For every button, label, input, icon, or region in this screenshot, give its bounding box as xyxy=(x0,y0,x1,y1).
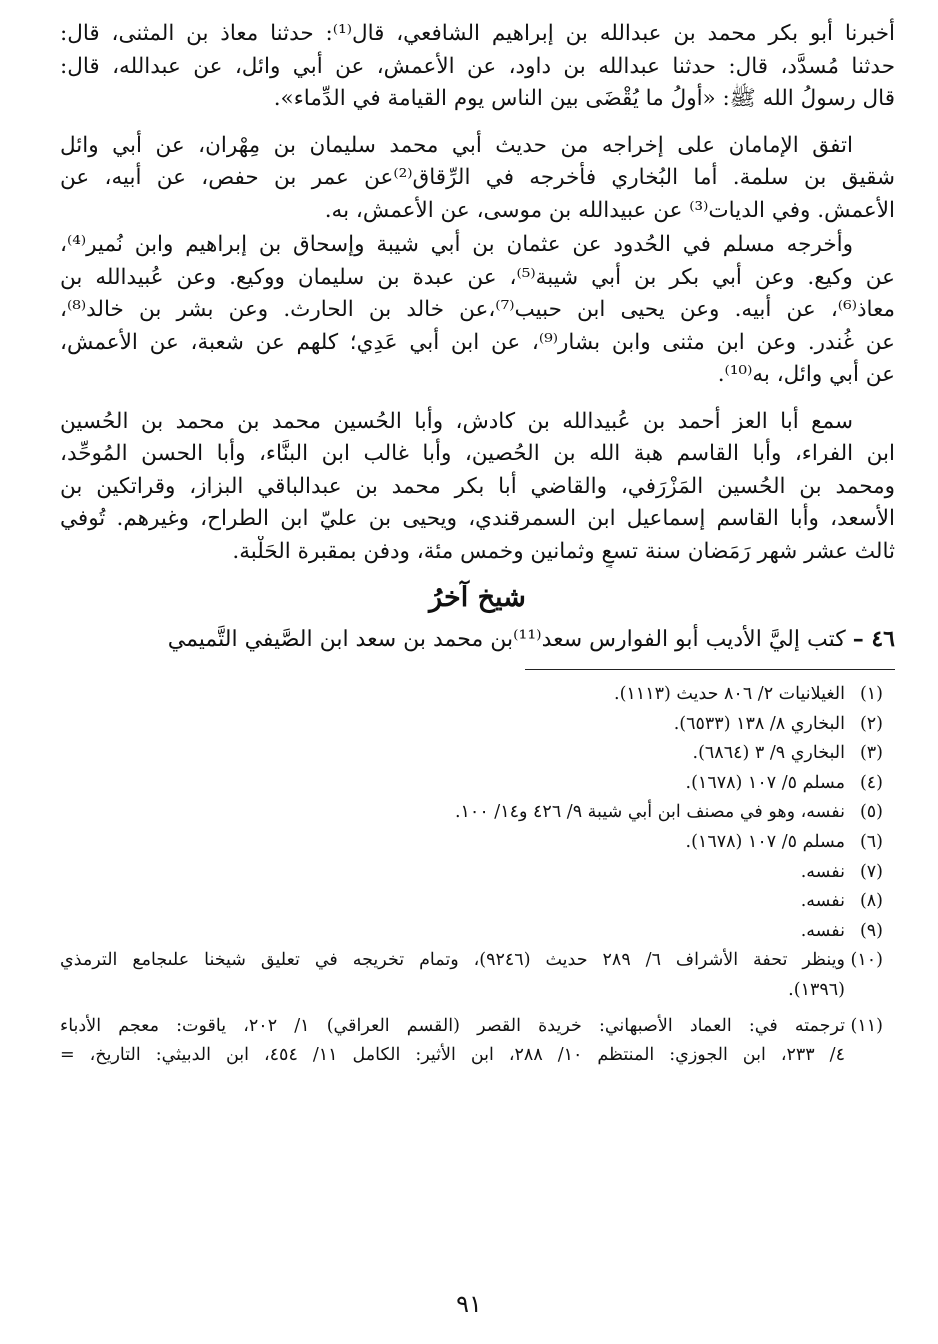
footnote-text: مسلم ٥/ ١٠٧ (١٦٧٨). xyxy=(685,831,845,852)
footnote-text: نفسه، وهو في مصنف ابن أبي شيبة ٩/ ٤٢٦ و١٤/ ١٠٠. xyxy=(454,802,845,823)
footnote-text: البخاري ٨/ ١٣٨ (٦٥٣٣). xyxy=(673,713,845,734)
text-line: شقيق بن سلمة. أما البُخاري فأخرجه في الرِّقاق⁽²⁾عن عمر بن حفص، عن أبيه، عن xyxy=(60,165,895,190)
text-line: وأخرجه مسلم في الحُدود عن عثمان بن أبي شيبة وإسحاق بن إبراهيم وابن نُمير⁽⁴⁾، xyxy=(60,232,853,257)
footnote xyxy=(60,680,895,710)
text-line: الأعمش. وفي الديات⁽³⁾ عن عبيدالله بن موسى، عن الأعمش، به. xyxy=(324,197,895,223)
text-line: أخبرنا أبو بكر محمد بن عبدالله بن إبراهيم الشافعي، قال⁽¹⁾: حدثنا معاذ بن المثنى، قال: xyxy=(60,21,895,46)
text-line: سمع أبا العز أحمد بن عُبيدالله بن كادش، وأبا الحُسين محمد بن محمد بن الحُسين xyxy=(60,408,853,434)
footnote-text: (١٣٩٦). xyxy=(788,979,845,1000)
footnote-number: (١١) xyxy=(850,1015,883,1036)
footnote-number: (٧) xyxy=(859,861,883,882)
footnote xyxy=(60,858,895,888)
footnote-divider xyxy=(525,669,895,670)
paragraph-biography xyxy=(60,406,895,569)
footnote-number: (٣) xyxy=(859,743,883,764)
entry-number: ٤٦ – xyxy=(852,626,895,652)
footnote xyxy=(60,798,895,828)
footnote-text: ٤/ ٢٣٣، ابن الجوزي: المنتظم ١٠/ ٢٨٨، ابن الأثير: الكامل ١١/ ٤٥٤، ابن الدبيثي: التاريخ، = xyxy=(60,1045,845,1066)
footnote xyxy=(60,828,895,858)
section-heading: شيخ آخرُ xyxy=(429,582,526,613)
paragraph-hadith xyxy=(60,18,895,116)
footnote-number: (٥) xyxy=(859,802,883,823)
text-line: قال رسولُ الله ﷺ: «أولُ ما يُقْضَى بين الناس يوم القيامة في الدِّماء». xyxy=(273,86,895,111)
text-line: عن أبي وائل، به⁽¹⁰⁾. xyxy=(717,362,895,387)
text-line: ثالث عشر شهر رَمَضان سنة تسعٍ وثمانين وخمس مئة، ودفن بمقبرة الحَلْبة. xyxy=(232,538,895,564)
paragraph-takhrij-muslim xyxy=(60,229,895,392)
footnote xyxy=(60,946,895,1005)
page-body xyxy=(60,18,895,1071)
text-line: عن غُندر. وعن ابن مثنى وابن بشار⁽⁹⁾، عن ابن أبي عَدِي؛ كلهم عن شعبة، عن الأعمش، xyxy=(60,329,895,355)
footnote xyxy=(60,1012,895,1071)
footnotes-list xyxy=(60,680,895,1071)
footnote-number: (٨) xyxy=(859,891,883,912)
footnote-number: (١٠) xyxy=(850,950,883,971)
footnote xyxy=(60,739,895,769)
footnote-number: (٤) xyxy=(859,772,883,793)
footnote-number: (٦) xyxy=(859,831,883,852)
footnote-text: الغيلانيات ٢/ ٨٠٦ حديث (١١١٣). xyxy=(614,684,845,704)
page-number: ٩١ xyxy=(456,1290,482,1318)
footnote-text: وينظر تحفة الأشراف ٦/ ٢٨٩ حديث (٩٢٤٦)، وتمام تخريجه في تعليق شيخنا علىجامع الترمذي xyxy=(60,950,845,971)
footnote-text: مسلم ٥/ ١٠٧ (١٦٧٨). xyxy=(685,772,845,793)
footnote-text: نفسه. xyxy=(800,891,845,912)
paragraph-takhrij-bukhari xyxy=(60,130,895,228)
footnote-text: نفسه. xyxy=(800,861,845,882)
entry-line xyxy=(60,622,895,657)
text-line: اتفق الإمامان على إخراجه من حديث أبي محمد سليمان بن مِهْران، عن أبي وائل xyxy=(60,132,853,158)
footnote-text: نفسه. xyxy=(800,920,845,941)
footnote-number: (٢) xyxy=(859,713,883,734)
entry-text: كتب إليَّ الأديب أبو الفوارس سعد⁽¹¹⁾بن محمد بن سعد ابن الصَّيفي التَّميمي xyxy=(167,627,846,652)
footnote-text: ترجمته في: العماد الأصبهاني: خريدة القصر (القسم العراقي) ١/ ٢٠٢، ياقوت: معجم الأدباء xyxy=(60,1015,845,1036)
footnote xyxy=(60,887,895,917)
text-line: الأسعد، وأبا القاسم إسماعيل ابن السمرقندي، ويحيى بن عليّ ابن الطراح، وغيرهم. تُوفي xyxy=(60,506,895,531)
text-line: معاذ⁽⁶⁾، عن أبيه. وعن يحيى ابن حبيب⁽⁷⁾،عن خالد بن الحارث. وعن بشر بن خالد⁽⁸⁾، xyxy=(60,297,895,322)
footnote xyxy=(60,769,895,799)
text-line: عن وكيع. وعن أبي بكر بن أبي شيبة⁽⁵⁾، عن عبدة بن سليمان ووكيع. وعن عُبيدالله بن xyxy=(60,264,895,290)
footnote-number: (١) xyxy=(859,684,883,704)
footnote-text: البخاري ٩/ ٣ (٦٨٦٤). xyxy=(692,743,845,764)
footnote xyxy=(60,710,895,740)
text-line: حدثنا مُسدَّد، قال: حدثنا عبدالله بن داود، عن الأعمش، عن أبي وائل، عن عبدالله، قال: xyxy=(60,53,895,79)
footnote-number: (٩) xyxy=(859,920,883,941)
footnote xyxy=(60,917,895,947)
text-line: ابن الفراء، وأبا القاسم هبة الله بن الحُصين، وأبا غالب ابن البنَّاء، وأبا الحسن المُوحِّد، xyxy=(60,441,895,466)
text-line: ومحمد بن الحُسين المَزْرَفي، والقاضي أبا بكر محمد بن عبدالباقي البزاز، وقراتكين بن xyxy=(60,473,895,499)
